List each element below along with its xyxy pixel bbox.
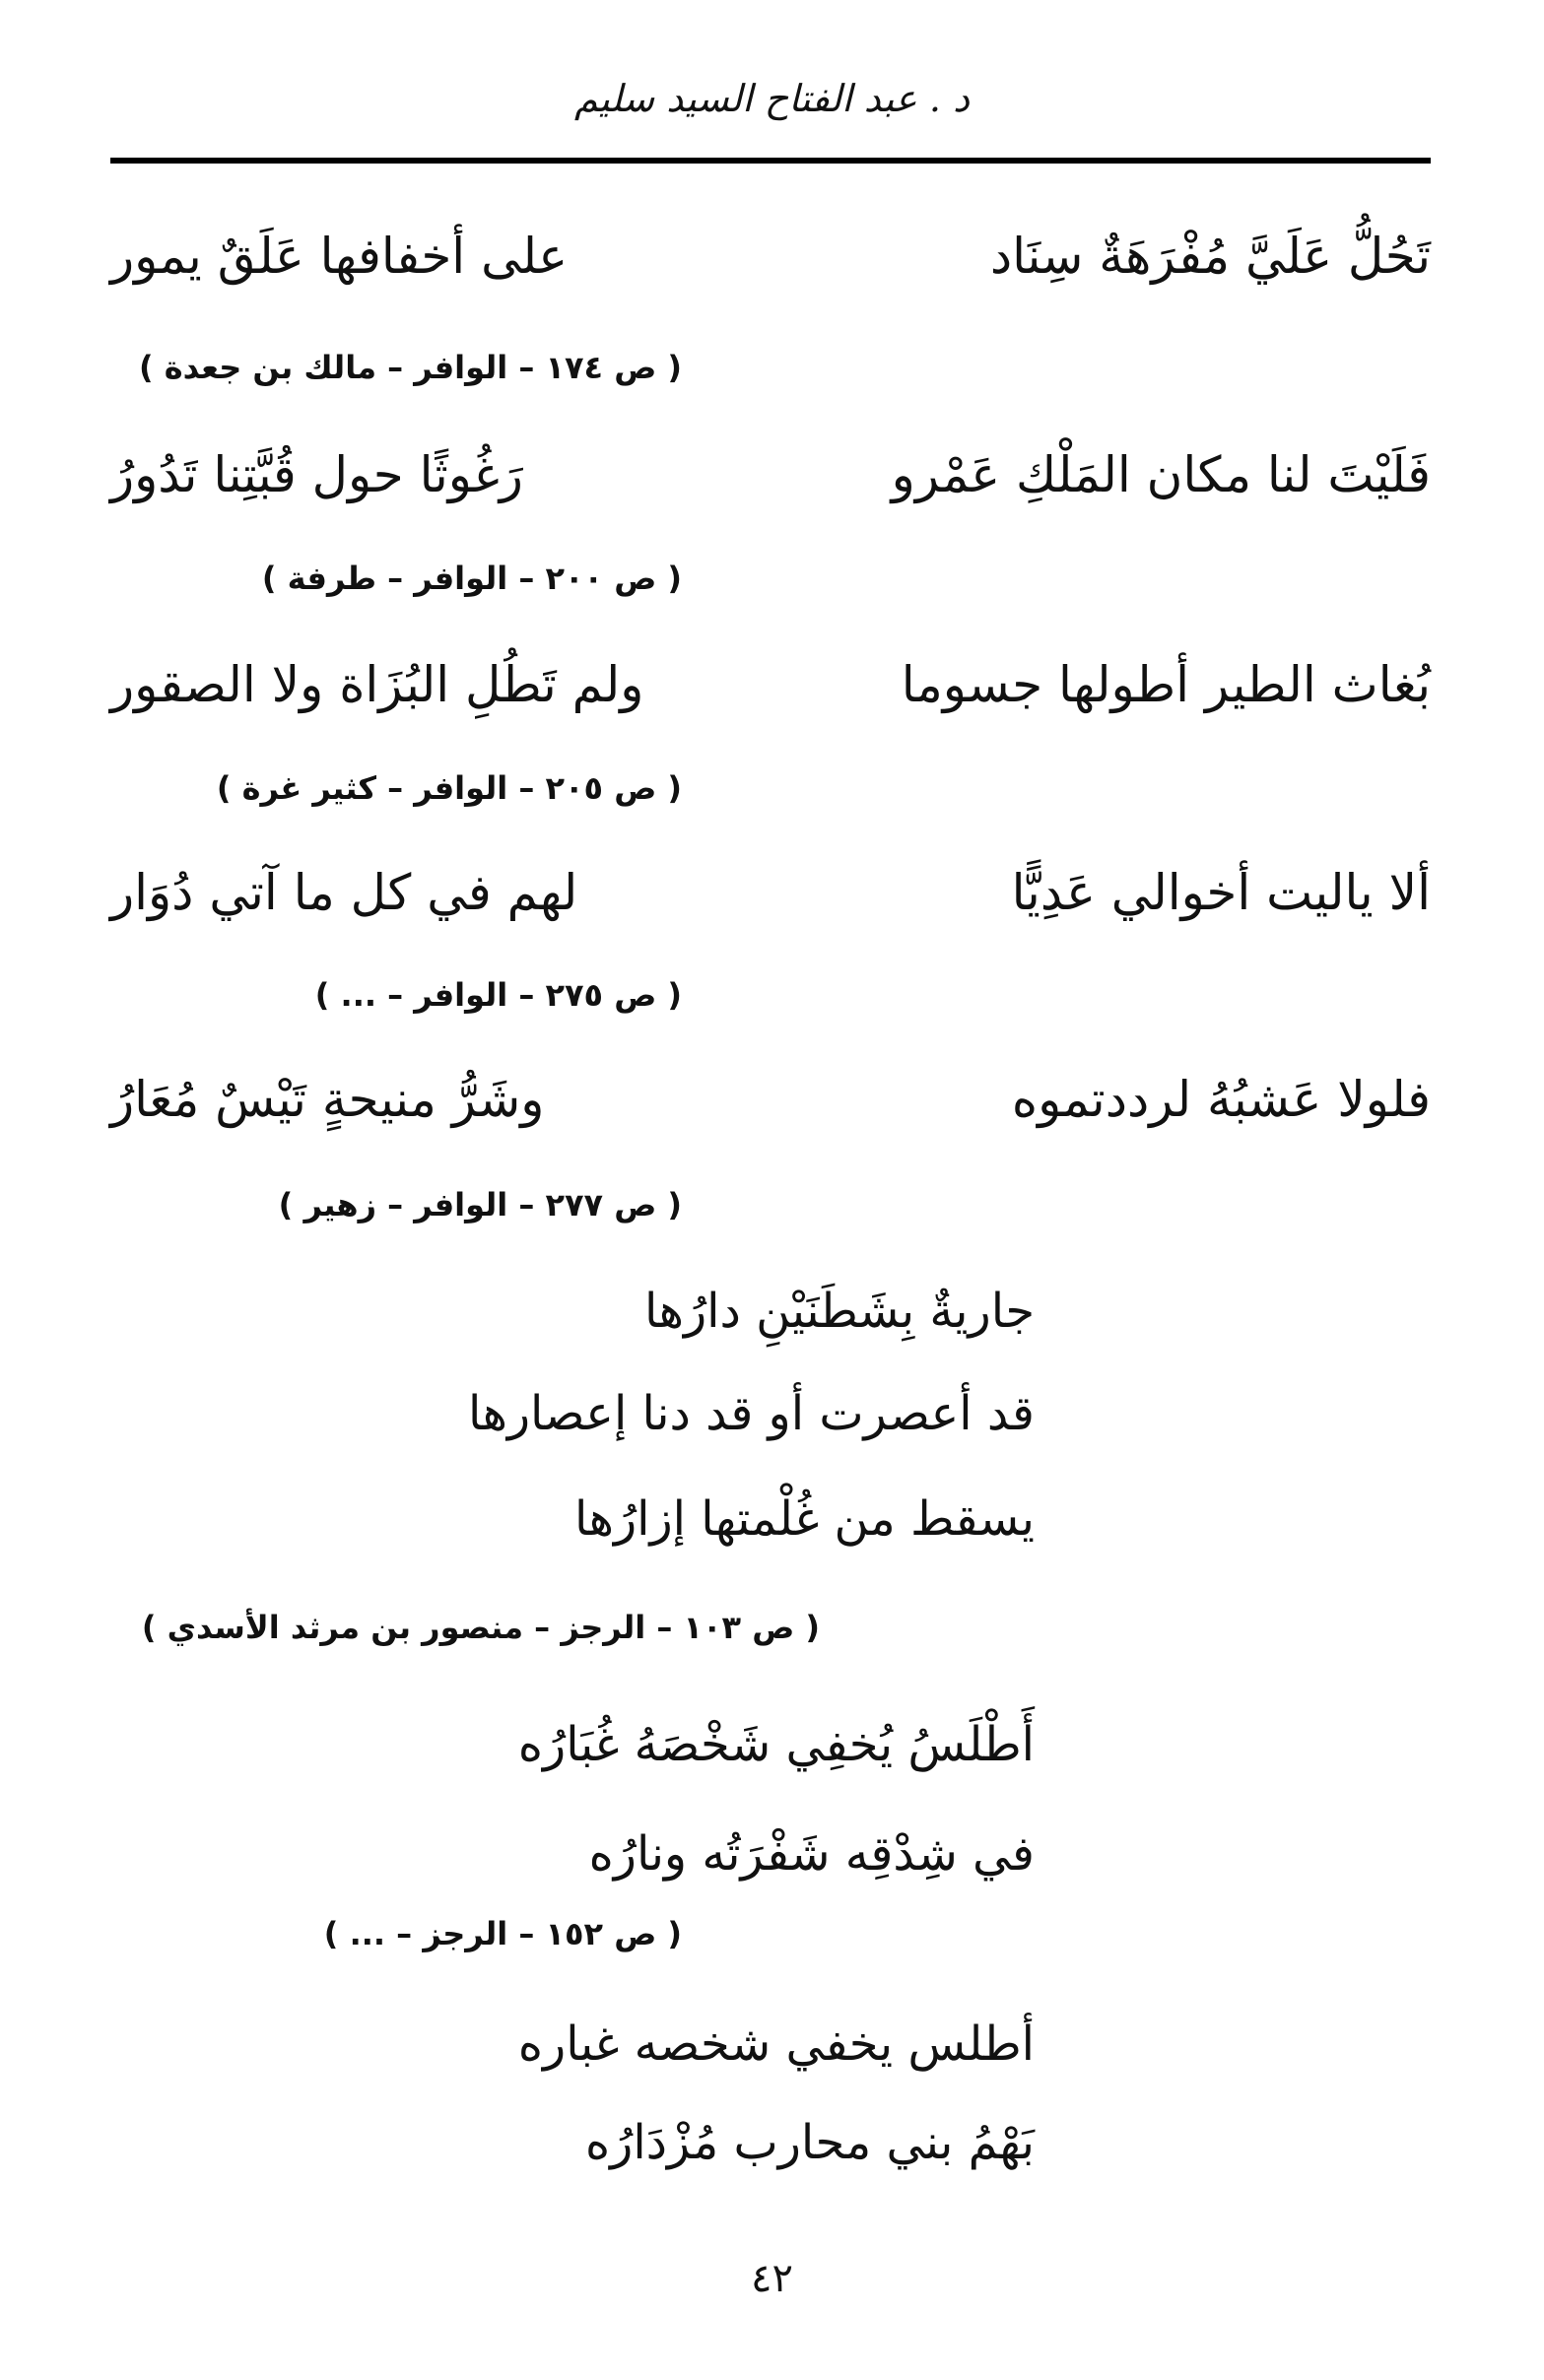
verse-line xyxy=(110,222,1431,291)
verse-second-hemistich: ولم تَطُلِ البُزَاة ولا الصقور xyxy=(110,656,644,713)
verse-line xyxy=(110,650,1431,719)
verse-second-hemistich: وشَرُّ منيحةٍ تَيْسٌ مُعَارُ xyxy=(110,1071,545,1128)
verse-first-hemistich: فَلَيْتَ لنا مكان المَلْكِ عَمْرو xyxy=(891,446,1431,503)
rajaz-line: أَطْلَسُ يُخفِي شَخْصَهُ غُبَارُه xyxy=(517,1717,1035,1772)
verse-first-hemistich: بُغاث الطير أطولها جسوما xyxy=(901,656,1431,713)
rajaz-line: جاريةٌ بِشَطَنَيْنِ دارُها xyxy=(644,1284,1035,1339)
verse-first-hemistich: فلولا عَشبُهُ لرددتموه xyxy=(1011,1071,1431,1128)
verse-citation: ( ص ١٧٤ – الوافر – مالك بن جعدة ) xyxy=(139,349,682,386)
verse-citation: ( ص ٢٧٥ – الوافر – ... ) xyxy=(314,976,682,1014)
verse-first-hemistich: تَحُلُّ عَلَيَّ مُفْرَهَةٌ سِنَاد xyxy=(989,228,1431,285)
rajaz-line: في شِدْقِه شَفْرَتُه ونارُه xyxy=(588,1826,1035,1882)
rajaz-citation: ( ص ١٥٢ – الرجز – ... ) xyxy=(323,1915,682,1952)
verse-citation: ( ص ٢٠٠ – الوافر – طرفة ) xyxy=(261,560,682,597)
verse-line xyxy=(110,440,1431,509)
verse-second-hemistich: رَغُوثًا حول قُبَّتِنا تَدُورُ xyxy=(110,446,523,503)
running-header: د . عبد الفتاح السيد سليم xyxy=(573,77,971,120)
header-rule xyxy=(110,158,1431,164)
verse-second-hemistich: على أخفافها عَلَقٌ يمور xyxy=(110,228,569,285)
verse-citation: ( ص ٢٧٧ – الوافر – زهير ) xyxy=(278,1186,682,1223)
verse-first-hemistich: ألا ياليت أخوالي عَدِيًّا xyxy=(1011,864,1431,921)
rajaz-line: قد أعصرت أو قد دنا إعصارها xyxy=(467,1386,1035,1441)
rajaz-line: بَهْمُ بني محارب مُزْدَارُه xyxy=(585,2115,1035,2170)
rajaz-line: يسقط من غُلْمتها إزارُها xyxy=(574,1491,1035,1547)
verse-line xyxy=(110,1065,1431,1134)
verse-citation: ( ص ٢٠٥ – الوافر – كثير غرة ) xyxy=(216,769,682,807)
page-number: ٤٢ xyxy=(751,2256,793,2301)
verse-second-hemistich: لهم في كل ما آتي دُوَار xyxy=(110,864,578,921)
rajaz-line: أطلس يخفي شخصه غباره xyxy=(517,2016,1035,2072)
verse-line xyxy=(110,858,1431,927)
rajaz-citation: ( ص ١٠٣ – الرجز – منصور بن مرثد الأسدي ) xyxy=(141,1609,820,1646)
